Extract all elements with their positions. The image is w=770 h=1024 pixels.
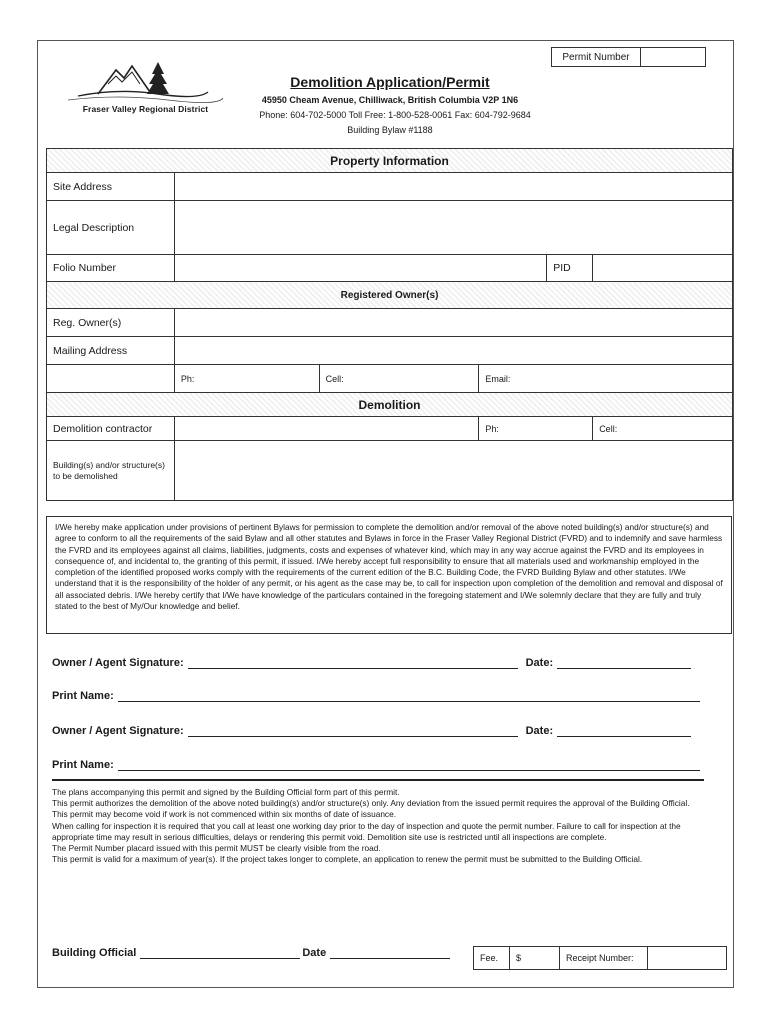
office-phone: Phone: 604-702-5000 Toll Free: 1-800-528-0061 Fax: 604-792-9684 [259, 110, 531, 120]
official-date-field[interactable] [330, 946, 450, 959]
print-name-row-2 [52, 758, 712, 771]
note-item: This permit authorizes the demolition of the above noted building(s) and/or structure(s) only. Any deviation from the issued permit requires the approval of the Building Official. [52, 798, 690, 809]
office-address: 45950 Cheam Avenue, Chilliwack, British Columbia V2P 1N6 [261, 95, 519, 105]
legal-description-label: Legal Description [47, 201, 175, 255]
signature-row-2 [52, 724, 712, 737]
site-address-field[interactable] [174, 173, 732, 201]
fee-box [473, 946, 727, 970]
mailing-address-field-2[interactable] [47, 365, 175, 393]
owner-cell-field[interactable]: Cell: [319, 365, 479, 393]
demolition-heading: Demolition [47, 393, 733, 417]
official-date-label: Date [302, 947, 327, 959]
owner-agent-signature-field[interactable] [188, 656, 518, 669]
contractor-cell-field[interactable]: Cell: [593, 417, 733, 441]
site-address-label: Site Address [47, 173, 175, 201]
property-information-heading: Property Information [47, 149, 733, 173]
print-name-label: Print Name: [52, 690, 114, 702]
demolition-contractor-field[interactable] [174, 417, 478, 441]
permit-number-label: Permit Number [552, 48, 641, 66]
receipt-number-field[interactable] [648, 947, 726, 969]
fee-label: Fee. [474, 947, 510, 969]
permit-notes [52, 787, 720, 865]
reg-owner-field[interactable] [174, 309, 732, 337]
date-label: Date: [525, 725, 554, 737]
page-title: Demolition Application/Permit [290, 74, 490, 90]
owner-agent-signature-field[interactable] [188, 724, 518, 737]
folio-number-label: Folio Number [47, 255, 175, 282]
folio-number-field[interactable] [174, 255, 546, 282]
date-field[interactable] [557, 656, 691, 669]
building-bylaw: Building Bylaw #1188 [347, 125, 433, 135]
signature-row-1 [52, 656, 712, 669]
date-field[interactable] [557, 724, 691, 737]
owner-email-field[interactable]: Email: [479, 365, 733, 393]
note-item: The Permit Number placard issued with this permit MUST be clearly visible from the road. [52, 843, 381, 854]
pid-field[interactable] [593, 255, 733, 282]
divider [52, 779, 704, 781]
mailing-address-field[interactable] [174, 337, 732, 365]
permit-number-field[interactable] [641, 48, 705, 66]
legal-description-field[interactable] [174, 201, 732, 255]
declaration-text: I/We hereby make application under provisions of pertinent Bylaws for permission to complete the demolition and/or removal of the above noted building(s) and/or structure(s) and agree to conform to all the requirements of the said Bylaw and all other statutes and Bylaws in force in the Fraser Valley Regional District (FVRD) and to indemnify and save harmless the FVRD and its employees against all claims, liabilities, judgments, costs and expenses of whatever kind, which may in any way accrue against the FVRD and its employees in consequence of, and incidental to, the granting of this permit, if issued. I/We hereby accept full responsibility to ensure that all materials used and workmanship employed in the completion of the identified proposed works comply with the requirements of the current edition of the B.C. Building Code, the FVRD Building Bylaw and other statutes. I/We understand that it is the responsibility of the holder of any permit, or his agent as the case may be, to call for inspection upon completion of the demolition and removal and disposal of all associated debris. I/We hereby certify that I/We have knowledge of the particulars contained in the foregoing statement and I/We solemnly declare that they are fully and truly stated to the best of My/Our knowledge and belief. [46, 516, 732, 634]
print-name-field[interactable] [118, 689, 700, 702]
print-name-label: Print Name: [52, 759, 114, 771]
registered-owners-heading: Registered Owner(s) [47, 282, 733, 309]
note-item: This permit may become void if work is not commenced within six months of date of issuance. [52, 809, 397, 820]
pid-label: PID [547, 255, 593, 282]
date-label: Date: [525, 657, 554, 669]
building-official-field[interactable] [140, 946, 300, 959]
mailing-address-label: Mailing Address [47, 337, 175, 365]
buildings-to-be-demolished-label: Building(s) and/or structure(s) to be demolished [47, 441, 175, 501]
note-item: This permit is valid for a maximum of year(s). If the project takes longer to complete, an application to renew the permit must be submitted to the Building Official. [52, 854, 643, 865]
contractor-phone-field[interactable]: Ph: [479, 417, 593, 441]
note-item: When calling for inspection it is required that you call at least one working day prior to the day of inspection and quote the permit number. Failure to call for inspection at the appropriate time may result in serious difficulties, delays or rendering this permit void. Demolition site use is restricted until all inspections are complete. [52, 820, 681, 842]
owner-agent-signature-label: Owner / Agent Signature: [52, 725, 184, 737]
organization-name: Fraser Valley Regional District [82, 104, 209, 114]
application-form [46, 148, 734, 501]
buildings-to-be-demolished-field[interactable] [174, 441, 732, 501]
permit-number-box [551, 47, 706, 67]
reg-owner-label: Reg. Owner(s) [47, 309, 175, 337]
building-official-label: Building Official [52, 947, 137, 959]
official-row [52, 946, 467, 959]
fee-amount-field[interactable]: $ [510, 947, 560, 969]
receipt-number-label: Receipt Number: [560, 947, 648, 969]
note-item: The plans accompanying this permit and signed by the Building Official form part of this permit. [52, 787, 400, 797]
owner-agent-signature-label: Owner / Agent Signature: [52, 657, 184, 669]
owner-phone-field[interactable]: Ph: [174, 365, 319, 393]
print-name-row-1 [52, 689, 712, 702]
print-name-field[interactable] [118, 758, 700, 771]
demolition-contractor-label: Demolition contractor [47, 417, 175, 441]
